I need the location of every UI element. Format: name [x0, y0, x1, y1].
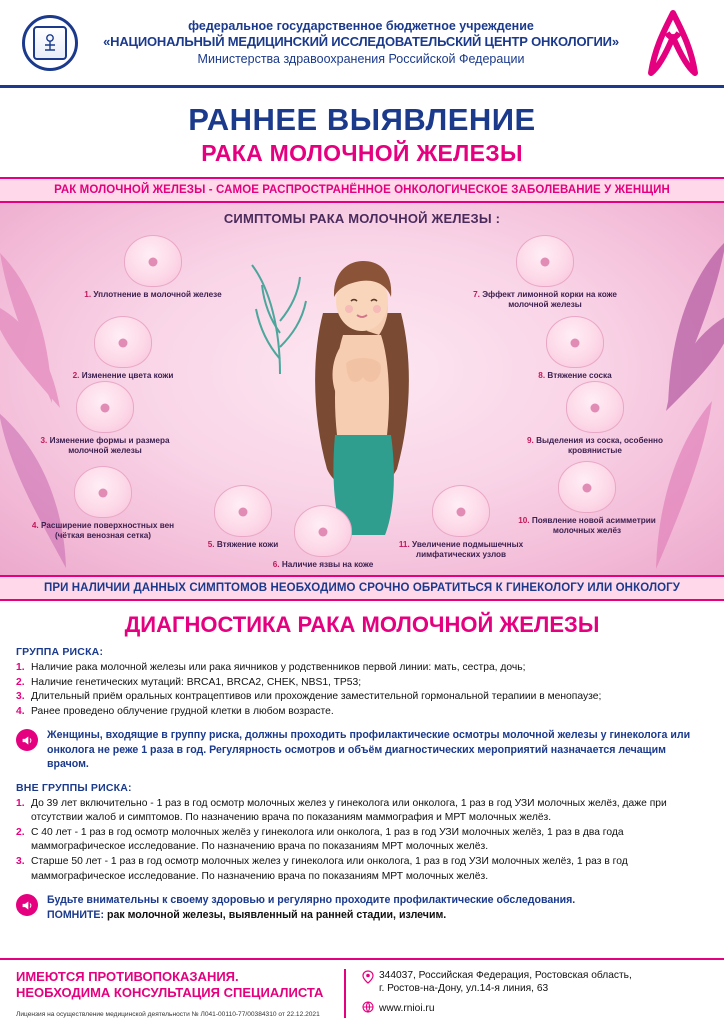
diagnostics-title: ДИАГНОСТИКА РАКА МОЛОЧНОЙ ЖЕЛЕЗЫ — [124, 612, 600, 637]
breast-illustration-icon — [74, 466, 132, 518]
speaker-icon — [16, 729, 38, 751]
list-item: 3. Старше 50 лет - 1 раз в год осмотр молочных желез у гинеколога или онколога, 1 раз в год УЗИ молочных желёз, 1 раз в год маммографическое исследование. По назначению врача по показаниям МРТ молочных желёз. — [16, 856, 628, 882]
breast-illustration-icon — [546, 316, 604, 368]
header-line-2: «НАЦИОНАЛЬНЫЙ МЕДИЦИНСКИЙ ИССЛЕДОВАТЕЛЬСКИЙ ЦЕНТР ОНКОЛОГИИ» — [103, 34, 619, 50]
symptom-node-6 — [248, 505, 398, 570]
banner-top: РАК МОЛОЧНОЙ ЖЕЛЕЗЫ - САМОЕ РАСПРОСТРАНЁННОЕ ОНКОЛОГИЧЕСКОЕ ЗАБОЛЕВАНИЕ У ЖЕНЩИН — [0, 177, 724, 203]
pink-ribbon-icon — [636, 7, 710, 79]
warning-line-2: НЕОБХОДИМА КОНСУЛЬТАЦИЯ СПЕЦИАЛИСТА — [16, 984, 324, 1000]
list-item: 1. До 39 лет включительно - 1 раз в год осмотр молочных желез у гинеколога или онколога, 1 раз в год УЗИ молочных желёз, даже при отсутствии жалоб и симптомов. По назначению врача по показаниям маммография и МРТ молочных желёз. — [16, 797, 667, 824]
callout-risk-group — [0, 719, 724, 777]
symptom-caption: 2. Изменение цвета кожи — [72, 371, 174, 380]
symptom-caption: 5. Втяжение кожи — [207, 540, 279, 549]
symptom-node-3 — [30, 381, 180, 456]
breast-illustration-icon — [94, 316, 152, 368]
address-line-2: г. Ростов-на-Дону, ул.14-я линия, 63 — [379, 983, 549, 995]
symptom-node-1 — [78, 235, 228, 300]
symptom-node-9 — [520, 381, 670, 456]
breast-illustration-icon — [294, 505, 352, 557]
breast-illustration-icon — [432, 485, 490, 537]
warning-line-1: ИМЕЮТСЯ ПРОТИВОПОКАЗАНИЯ. — [16, 968, 239, 984]
symptom-node-4 — [28, 466, 178, 541]
breast-illustration-icon — [566, 381, 624, 433]
speaker-icon — [16, 894, 38, 916]
logo-circle-icon — [22, 15, 78, 71]
website-link[interactable]: www.rnioi.ru — [379, 1003, 435, 1015]
symptom-caption: 8. Втяжение соска — [538, 371, 612, 380]
location-pin-icon — [362, 970, 374, 989]
title-line-2: РАКА МОЛОЧНОЙ ЖЕЛЕЗЫ — [201, 140, 523, 166]
non-risk-group-heading: ВНЕ ГРУППЫ РИСКА: — [16, 781, 132, 794]
title-line-1: РАННЕЕ ВЫЯВЛЕНИЕ — [188, 102, 536, 137]
list-item: 2. С 40 лет - 1 раз в год осмотр молочных желёз у гинеколога или онколога, 1 раз в год УЗИ молочных желёз, 1 раз в два года маммографическое исследование. По назначению врача по показаниям МРТ молочных желёз. — [16, 826, 624, 853]
callout-line-1: Будьте внимательны к своему здоровью и регулярно проходите профилактические обследования. — [47, 894, 576, 907]
footer-warning — [16, 969, 346, 1019]
symptom-caption: 6. Наличие язвы на коже — [272, 560, 374, 569]
symptom-node-8 — [500, 316, 650, 381]
list-item: 3. Длительный приём оральных контрацептивов или прохождение заместительной гормональной терапиии в менопаузе; — [16, 691, 602, 703]
symptom-caption: 9. Выделения из соска, особенно кровянистые — [527, 436, 663, 455]
symptom-caption: 7. Эффект лимонной корки на коже молочной железы — [473, 290, 617, 309]
risk-group-heading: ГРУППА РИСКА: — [16, 646, 104, 658]
breast-illustration-icon — [558, 461, 616, 513]
banner-bottom: ПРИ НАЛИЧИИ ДАННЫХ СИМПТОМОВ НЕОБХОДИМО СРОЧНО ОБРАТИТЬСЯ К ГИНЕКОЛОГУ ИЛИ ОНКОЛОГУ — [0, 575, 724, 601]
breast-illustration-icon — [76, 381, 134, 433]
breast-illustration-icon — [124, 235, 182, 287]
poster-title — [0, 88, 724, 177]
header-titles — [86, 18, 636, 67]
non-risk-group-list — [16, 797, 708, 885]
symptom-node-7 — [470, 235, 620, 310]
callout-text: Женщины, входящие в группу риска, должны проходить профилактические осмотры молочной железы у гинеколога или онколога не реже 1 раза в год. Регулярность осмотров и объём диагностических мероприятий назначается лечащим врачом. — [47, 729, 691, 771]
header-line-3: Министерства здравоохранения Российской Федерации — [197, 51, 525, 66]
footer — [0, 958, 724, 1024]
globe-icon — [362, 1001, 374, 1018]
list-item: 4. Ранее проведено облучение грудной клетки в любом возрасте. — [16, 705, 334, 717]
infographic-heading: СИМПТОМЫ РАКА МОЛОЧНОЙ ЖЕЛЕЗЫ : — [223, 211, 501, 226]
address-line-1: 344037, Российская Федерация, Ростовская область, — [379, 969, 632, 981]
symptom-caption: 1. Уплотнение в молочной железе — [84, 290, 222, 299]
license-text: Лицензия на осуществление медицинской деятельности № Л041-00110-77/00384310 от 22.12.2021 — [16, 1011, 320, 1018]
footer-contacts — [358, 969, 708, 1019]
symptom-caption: 10. Появление новой асимметрии молочных желёз — [518, 516, 656, 535]
symptom-node-11 — [386, 485, 536, 560]
logo-emblem-icon — [33, 26, 67, 60]
remember-label: ПОМНИТЕ: — [47, 908, 105, 921]
risk-group-section — [0, 646, 724, 719]
header-line-1: федеральное государственное бюджетное учреждение — [188, 18, 534, 33]
organization-logo — [14, 15, 86, 71]
header — [0, 0, 724, 88]
breast-illustration-icon — [516, 235, 574, 287]
callout-remember — [0, 884, 724, 928]
symptom-caption: 4. Расширение поверхностных вен (чёткая венозная сетка) — [31, 521, 175, 540]
list-item: 2. Наличие генетических мутаций: BRCA1, BRCA2, CHEK, NBS1, TP53; — [16, 676, 362, 688]
list-item: 1. Наличие рака молочной железы или рака яичников у родственников первой линии: мать, сестра, дочь; — [16, 662, 526, 673]
non-risk-group-section — [0, 782, 724, 885]
symptoms-infographic — [0, 203, 724, 575]
symptom-node-2 — [48, 316, 198, 381]
risk-group-list — [16, 661, 708, 719]
remember-text: рак молочной железы, выявленный на ранней стадии, излечим. — [106, 908, 447, 921]
symptom-caption: 3. Изменение формы и размера молочной железы — [40, 436, 170, 455]
symptom-caption: 11. Увеличение подмышечных лимфатических узлов — [398, 540, 524, 559]
